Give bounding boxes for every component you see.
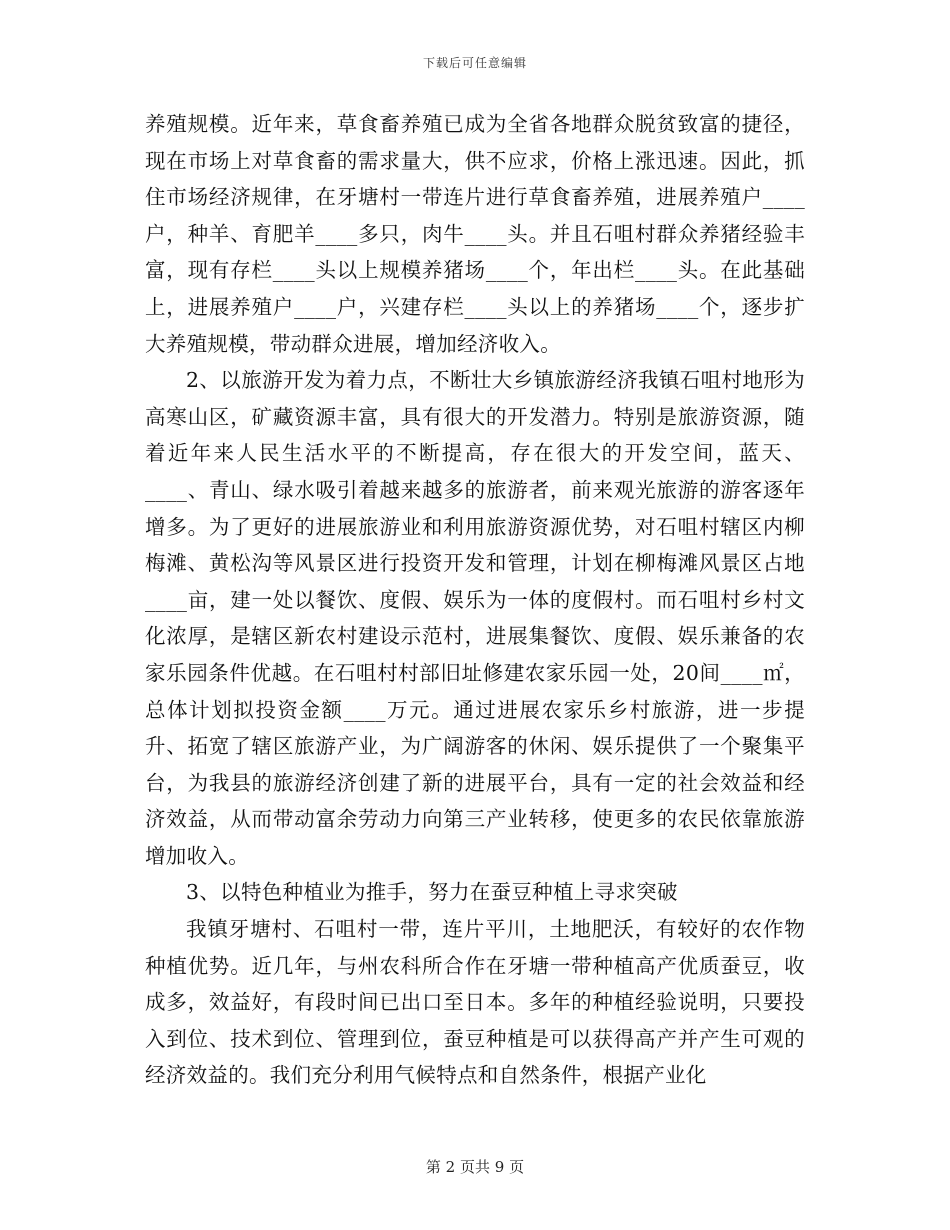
page-footer: 第 2 页共 9 页 bbox=[425, 1158, 525, 1176]
paragraph-planting-heading: 3、以特色种植业为推手，努力在蚕豆种植上寻求突破 bbox=[186, 880, 678, 905]
paragraph-livestock: 养殖规模。近年来，草食畜养殖已成为全省各地群众脱贫致富的捷径，现在市场上对草食畜的需求量大，供不应求，价格上涨迅速。因此，抓住市场经济规律，在牙塘村一带连片进行草食畜养殖，进展养殖户____户，种羊、育肥羊____多只，肉牛____头。并且石咀村群众养猪经验丰富，现有存栏____头以上规模养猪场____个，年出栏____头。在此基础上，进展养殖户____户，兴建存栏____头以上的养猪场____个，逐步扩大养殖规模，带动群众进展，增加经济收入。 bbox=[145, 112, 805, 356]
paragraph-broad-bean: 我镇牙塘村、石咀村一带，连片平川，土地肥沃，有较好的农作物种植优势。近几年，与州农科所合作在牙塘一带种植高产优质蚕豆，收成多，效益好，有段时间已出口至日本。多年的种植经验说明，只要投入到位、技术到位、管理到位，蚕豆种植是可以获得高产并产生可观的经济效益的。我们充分利用气候特点和自然条件，根据产业化 bbox=[145, 917, 805, 1088]
page-header: 下载后可任意编辑 bbox=[422, 56, 527, 70]
paragraph-tourism: 2、以旅游开发为着力点，不断壮大乡镇旅游经济我镇石咀村地形为高寒山区，矿藏资源丰富，具有很大的开发潜力。特别是旅游资源，随着近年来人民生活水平的不断提高，存在很大的开发空间，蓝天、____、青山、绿水吸引着越来越多的旅游者，前来观光旅游的游客逐年增多。为了更好的进展旅游业和利用旅游资源优势，对石咀村辖区内柳梅滩、黄松沟等风景区进行投资开发和管理，计划在柳梅滩风景区占地____亩，建一处以餐饮、度假、娱乐为一体的度假村。而石咀村乡村文化浓厚，是辖区新农村建设示范村，进展集餐饮、度假、娱乐兼备的农家乐园条件优越。在石咀村村部旧址修建农家乐园一处，20间____㎡，总体计划拟投资金额____万元。通过进展农家乐乡村旅游，进一步提升、拓宽了辖区旅游产业，为广阔游客的休闲、娱乐提供了一个聚集平台，为我县的旅游经济创建了新的进展平台，具有一定的社会效益和经济效益，从而带动富余劳动力向第三产业转移，使更多的农民依靠旅游增加收入。 bbox=[145, 368, 805, 868]
document-body bbox=[145, 106, 805, 1094]
